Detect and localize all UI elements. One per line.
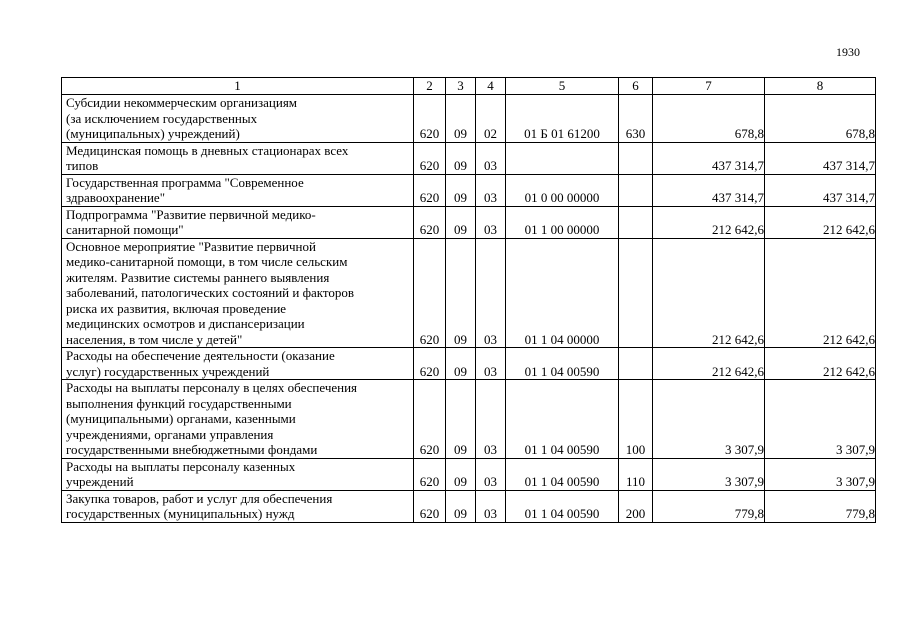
item-name-line: Расходы на обеспечение деятельности (оказание xyxy=(66,348,335,363)
table-row xyxy=(62,95,876,143)
header-row xyxy=(62,78,876,95)
cell-expense-type xyxy=(619,142,653,174)
cell-subsection: 03 xyxy=(476,490,506,522)
item-name-line: (муниципальных) учреждений) xyxy=(66,126,240,141)
header-cell: 1 xyxy=(62,78,414,95)
cell-expense-type xyxy=(619,206,653,238)
cell-section: 09 xyxy=(446,174,476,206)
table-row xyxy=(62,142,876,174)
cell-amount-1: 212 642,6 xyxy=(653,206,765,238)
cell-amount-2: 678,8 xyxy=(765,95,876,143)
cell-amount-2: 3 307,9 xyxy=(765,380,876,459)
cell-amount-1: 212 642,6 xyxy=(653,238,765,348)
cell-ved-code: 620 xyxy=(414,95,446,143)
cell-target-article xyxy=(506,142,619,174)
cell-amount-1: 212 642,6 xyxy=(653,348,765,380)
cell-target-article: 01 1 04 00000 xyxy=(506,238,619,348)
cell-subsection: 03 xyxy=(476,206,506,238)
cell-expense-type: 200 xyxy=(619,490,653,522)
cell-target-article: 01 1 04 00590 xyxy=(506,490,619,522)
cell-target-article: 01 0 00 00000 xyxy=(506,174,619,206)
cell-subsection: 03 xyxy=(476,238,506,348)
cell-expense-type xyxy=(619,348,653,380)
cell-amount-1: 678,8 xyxy=(653,95,765,143)
item-name-line: Закупка товаров, работ и услуг для обеспечения xyxy=(66,490,333,506)
item-name-line: типов xyxy=(66,158,99,173)
cell-expense-type: 100 xyxy=(619,380,653,459)
header-cell: 7 xyxy=(653,78,765,95)
cell-expense-type xyxy=(619,238,653,348)
cell-ved-code: 620 xyxy=(414,380,446,459)
item-name-line: услуг) государственных учреждений xyxy=(66,363,270,379)
cell-item-name xyxy=(62,142,414,174)
cell-ved-code: 620 xyxy=(414,142,446,174)
cell-amount-1: 3 307,9 xyxy=(653,380,765,459)
cell-item-name xyxy=(62,458,414,490)
cell-item-name xyxy=(62,174,414,206)
cell-item-name xyxy=(62,238,414,348)
cell-amount-2: 212 642,6 xyxy=(765,348,876,380)
budget-table xyxy=(61,77,876,523)
item-name-line: Основное мероприятие "Развитие первичной xyxy=(66,238,316,254)
item-name-line: государственных (муниципальных) нужд xyxy=(66,506,295,521)
item-name-line: учреждениями, органами управления xyxy=(66,426,274,442)
cell-ved-code: 620 xyxy=(414,238,446,348)
cell-subsection: 03 xyxy=(476,348,506,380)
header-cell: 8 xyxy=(765,78,876,95)
item-name-line: (за исключением государственных xyxy=(66,110,258,126)
cell-target-article: 01 1 04 00590 xyxy=(506,380,619,459)
cell-item-name xyxy=(62,95,414,143)
item-name-line: государственными внебюджетными фондами xyxy=(66,442,318,457)
cell-amount-1: 437 314,7 xyxy=(653,142,765,174)
table-row xyxy=(62,380,876,459)
cell-amount-2: 437 314,7 xyxy=(765,174,876,206)
item-name-line: Подпрограмма "Развитие первичной медико- xyxy=(66,206,316,222)
header-cell: 4 xyxy=(476,78,506,95)
cell-section: 09 xyxy=(446,458,476,490)
cell-expense-type xyxy=(619,174,653,206)
table-row xyxy=(62,174,876,206)
table-row xyxy=(62,238,876,348)
cell-item-name xyxy=(62,380,414,459)
item-name-line: выполнения функций государственными xyxy=(66,395,292,411)
cell-amount-1: 3 307,9 xyxy=(653,458,765,490)
table-row xyxy=(62,490,876,522)
cell-item-name xyxy=(62,348,414,380)
cell-expense-type: 110 xyxy=(619,458,653,490)
cell-subsection: 02 xyxy=(476,95,506,143)
cell-ved-code: 620 xyxy=(414,490,446,522)
cell-amount-1: 779,8 xyxy=(653,490,765,522)
cell-expense-type: 630 xyxy=(619,95,653,143)
item-name-line: Расходы на выплаты персоналу казенных xyxy=(66,458,296,474)
item-name-line: населения, в том числе у детей" xyxy=(66,331,243,347)
item-name-line: (муниципальными) органами, казенными xyxy=(66,411,296,426)
cell-target-article: 01 1 00 00000 xyxy=(506,206,619,238)
item-name-line: Субсидии некоммерческим организациям xyxy=(66,95,298,110)
item-name-line: здравоохранение" xyxy=(66,190,165,205)
table-row xyxy=(62,458,876,490)
cell-subsection: 03 xyxy=(476,458,506,490)
table-row xyxy=(62,206,876,238)
cell-section: 09 xyxy=(446,142,476,174)
cell-ved-code: 620 xyxy=(414,458,446,490)
cell-subsection: 03 xyxy=(476,142,506,174)
cell-amount-2: 212 642,6 xyxy=(765,238,876,348)
item-name-line: заболеваний, патологических состояний и факторов xyxy=(66,285,355,300)
header-cell: 6 xyxy=(619,78,653,95)
header-cell: 5 xyxy=(506,78,619,95)
item-name-line: медицинских осмотров и диспансеризации xyxy=(66,316,305,331)
item-name-line: Медицинская помощь в дневных стационарах всех xyxy=(66,142,349,158)
cell-section: 09 xyxy=(446,238,476,348)
cell-section: 09 xyxy=(446,206,476,238)
header-cell: 2 xyxy=(414,78,446,95)
item-name-line: медико-санитарной помощи, в том числе сельским xyxy=(66,254,348,269)
cell-item-name xyxy=(62,490,414,522)
cell-subsection: 03 xyxy=(476,380,506,459)
cell-ved-code: 620 xyxy=(414,206,446,238)
cell-amount-1: 437 314,7 xyxy=(653,174,765,206)
cell-amount-2: 779,8 xyxy=(765,490,876,522)
item-name-line: санитарной помощи" xyxy=(66,222,184,237)
cell-item-name xyxy=(62,206,414,238)
item-name-line: риска их развития, включая проведение xyxy=(66,300,287,316)
cell-ved-code: 620 xyxy=(414,348,446,380)
cell-section: 09 xyxy=(446,490,476,522)
cell-subsection: 03 xyxy=(476,174,506,206)
item-name-line: Государственная программа "Современное xyxy=(66,174,304,190)
cell-target-article: 01 Б 01 61200 xyxy=(506,95,619,143)
cell-amount-2: 212 642,6 xyxy=(765,206,876,238)
table-row xyxy=(62,348,876,380)
page-number: 1930 xyxy=(836,45,860,59)
cell-section: 09 xyxy=(446,380,476,459)
item-name-line: жителям. Развитие системы раннего выявления xyxy=(66,269,330,285)
cell-ved-code: 620 xyxy=(414,174,446,206)
item-name-line: учреждений xyxy=(66,474,134,489)
item-name-line: Расходы на выплаты персоналу в целях обеспечения xyxy=(66,380,358,395)
cell-section: 09 xyxy=(446,95,476,143)
cell-target-article: 01 1 04 00590 xyxy=(506,458,619,490)
header-cell: 3 xyxy=(446,78,476,95)
table-body xyxy=(62,95,876,523)
cell-amount-2: 437 314,7 xyxy=(765,142,876,174)
cell-target-article: 01 1 04 00590 xyxy=(506,348,619,380)
cell-amount-2: 3 307,9 xyxy=(765,458,876,490)
cell-section: 09 xyxy=(446,348,476,380)
